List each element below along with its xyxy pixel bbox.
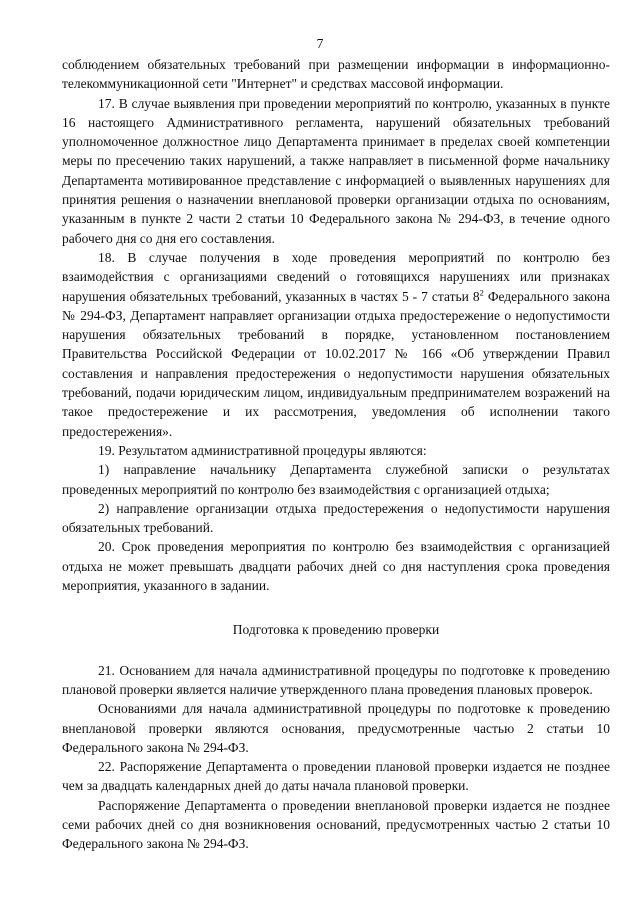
paragraph-continuation: соблюдением обязательных требований при размещении информации в информационно-телекоммуникационной сети "Интернет" и средствах массовой информации.	[62, 57, 610, 92]
superscript-2: 2	[479, 287, 484, 298]
document-body	[62, 55, 610, 854]
paragraph-19-item-1: 1) направление начальнику Департамента служебной записки о результатах проведенных мероприятий по контролю без взаимодействия с организацией отдыха;	[62, 462, 610, 497]
paragraph-21-continued: Основаниями для начала административной процедуры по подготовке к проведению внеплановой проверки являются основания, предусмотренные частью 2 статьи 10 Федерального закона № 294-ФЗ.	[62, 701, 610, 755]
paragraph-19-item-2: 2) направление организации отдыха предостережения о недопустимости нарушения обязательных требований.	[62, 500, 610, 536]
paragraph-19: 19. Результатом административной процедуры являются:	[98, 442, 427, 458]
paragraph-22: 22. Распоряжение Департамента о проведении плановой проверки издается не позднее чем за двадцать календарных дней до даты начала плановой проверки.	[62, 759, 610, 794]
paragraph-17: 17. В случае выявления при проведении мероприятий по контролю, указанных в пункте 16 настоящего Административного регламента, нарушений обязательных требований уполномоченное должностное лицо Департамента принимает в пределах своей компетенции меры по пресечению таких нарушений, а также направляет в письменной форме начальнику Департамента мотивированное представление с информацией о выявленных нарушениях для принятия решения о назначении внеплановой проверки организации отдыха по основаниям, указанным в пункте 2 части 2 статьи 10 Федерального закона № 294-ФЗ, в течение одного рабочего дня со дня его составления.	[62, 95, 610, 246]
page-number: 7	[316, 36, 324, 51]
paragraph-20: 20. Срок проведения мероприятия по контролю без взаимодействия с организацией отдыха не может превышать двадцати рабочих дней со дня наступления срока проведения мероприятия, указанного в задании.	[62, 539, 610, 594]
paragraph-21: 21. Основанием для начала административной процедуры по подготовке к проведению плановой проверки является наличие утвержденного плана проведения плановых проверок.	[62, 662, 610, 697]
section-heading: Подготовка к проведению проверки	[232, 622, 440, 638]
paragraph-18	[62, 248, 610, 441]
paragraph-22-continued: Распоряжение Департамента о проведении внеплановой проверки издается не позднее семи рабочих дней со дня возникновения оснований, предусмотренных частью 2 статьи 10 Федерального закона № 294-ФЗ.	[62, 797, 610, 852]
paragraph-18-part-1: 18. В случае получения в ходе проведения мероприятий по контролю без взаимодействия с организациями сведений о готовящихся нарушениях или признаках нарушения обязательных требований, указанных в частях 5 - 7 статьи 8	[62, 249, 610, 304]
paragraph-18-part-2: Федерального закона № 294-ФЗ, Департамент направляет организации отдыха предостережение о недопустимости нарушения обязательных требований в порядке, установленном постановлением Правительства Российской Федерации от 10.02.2017 № 166 «Об утверждении Правил составления и направления предостережения о недопустимости нарушения обязательных требований, подачи юридическим лицом, индивидуальным предпринимателем возражений на такое предостережение и их рассмотрения, уведомления об исполнении такого предостережения».	[62, 288, 610, 439]
